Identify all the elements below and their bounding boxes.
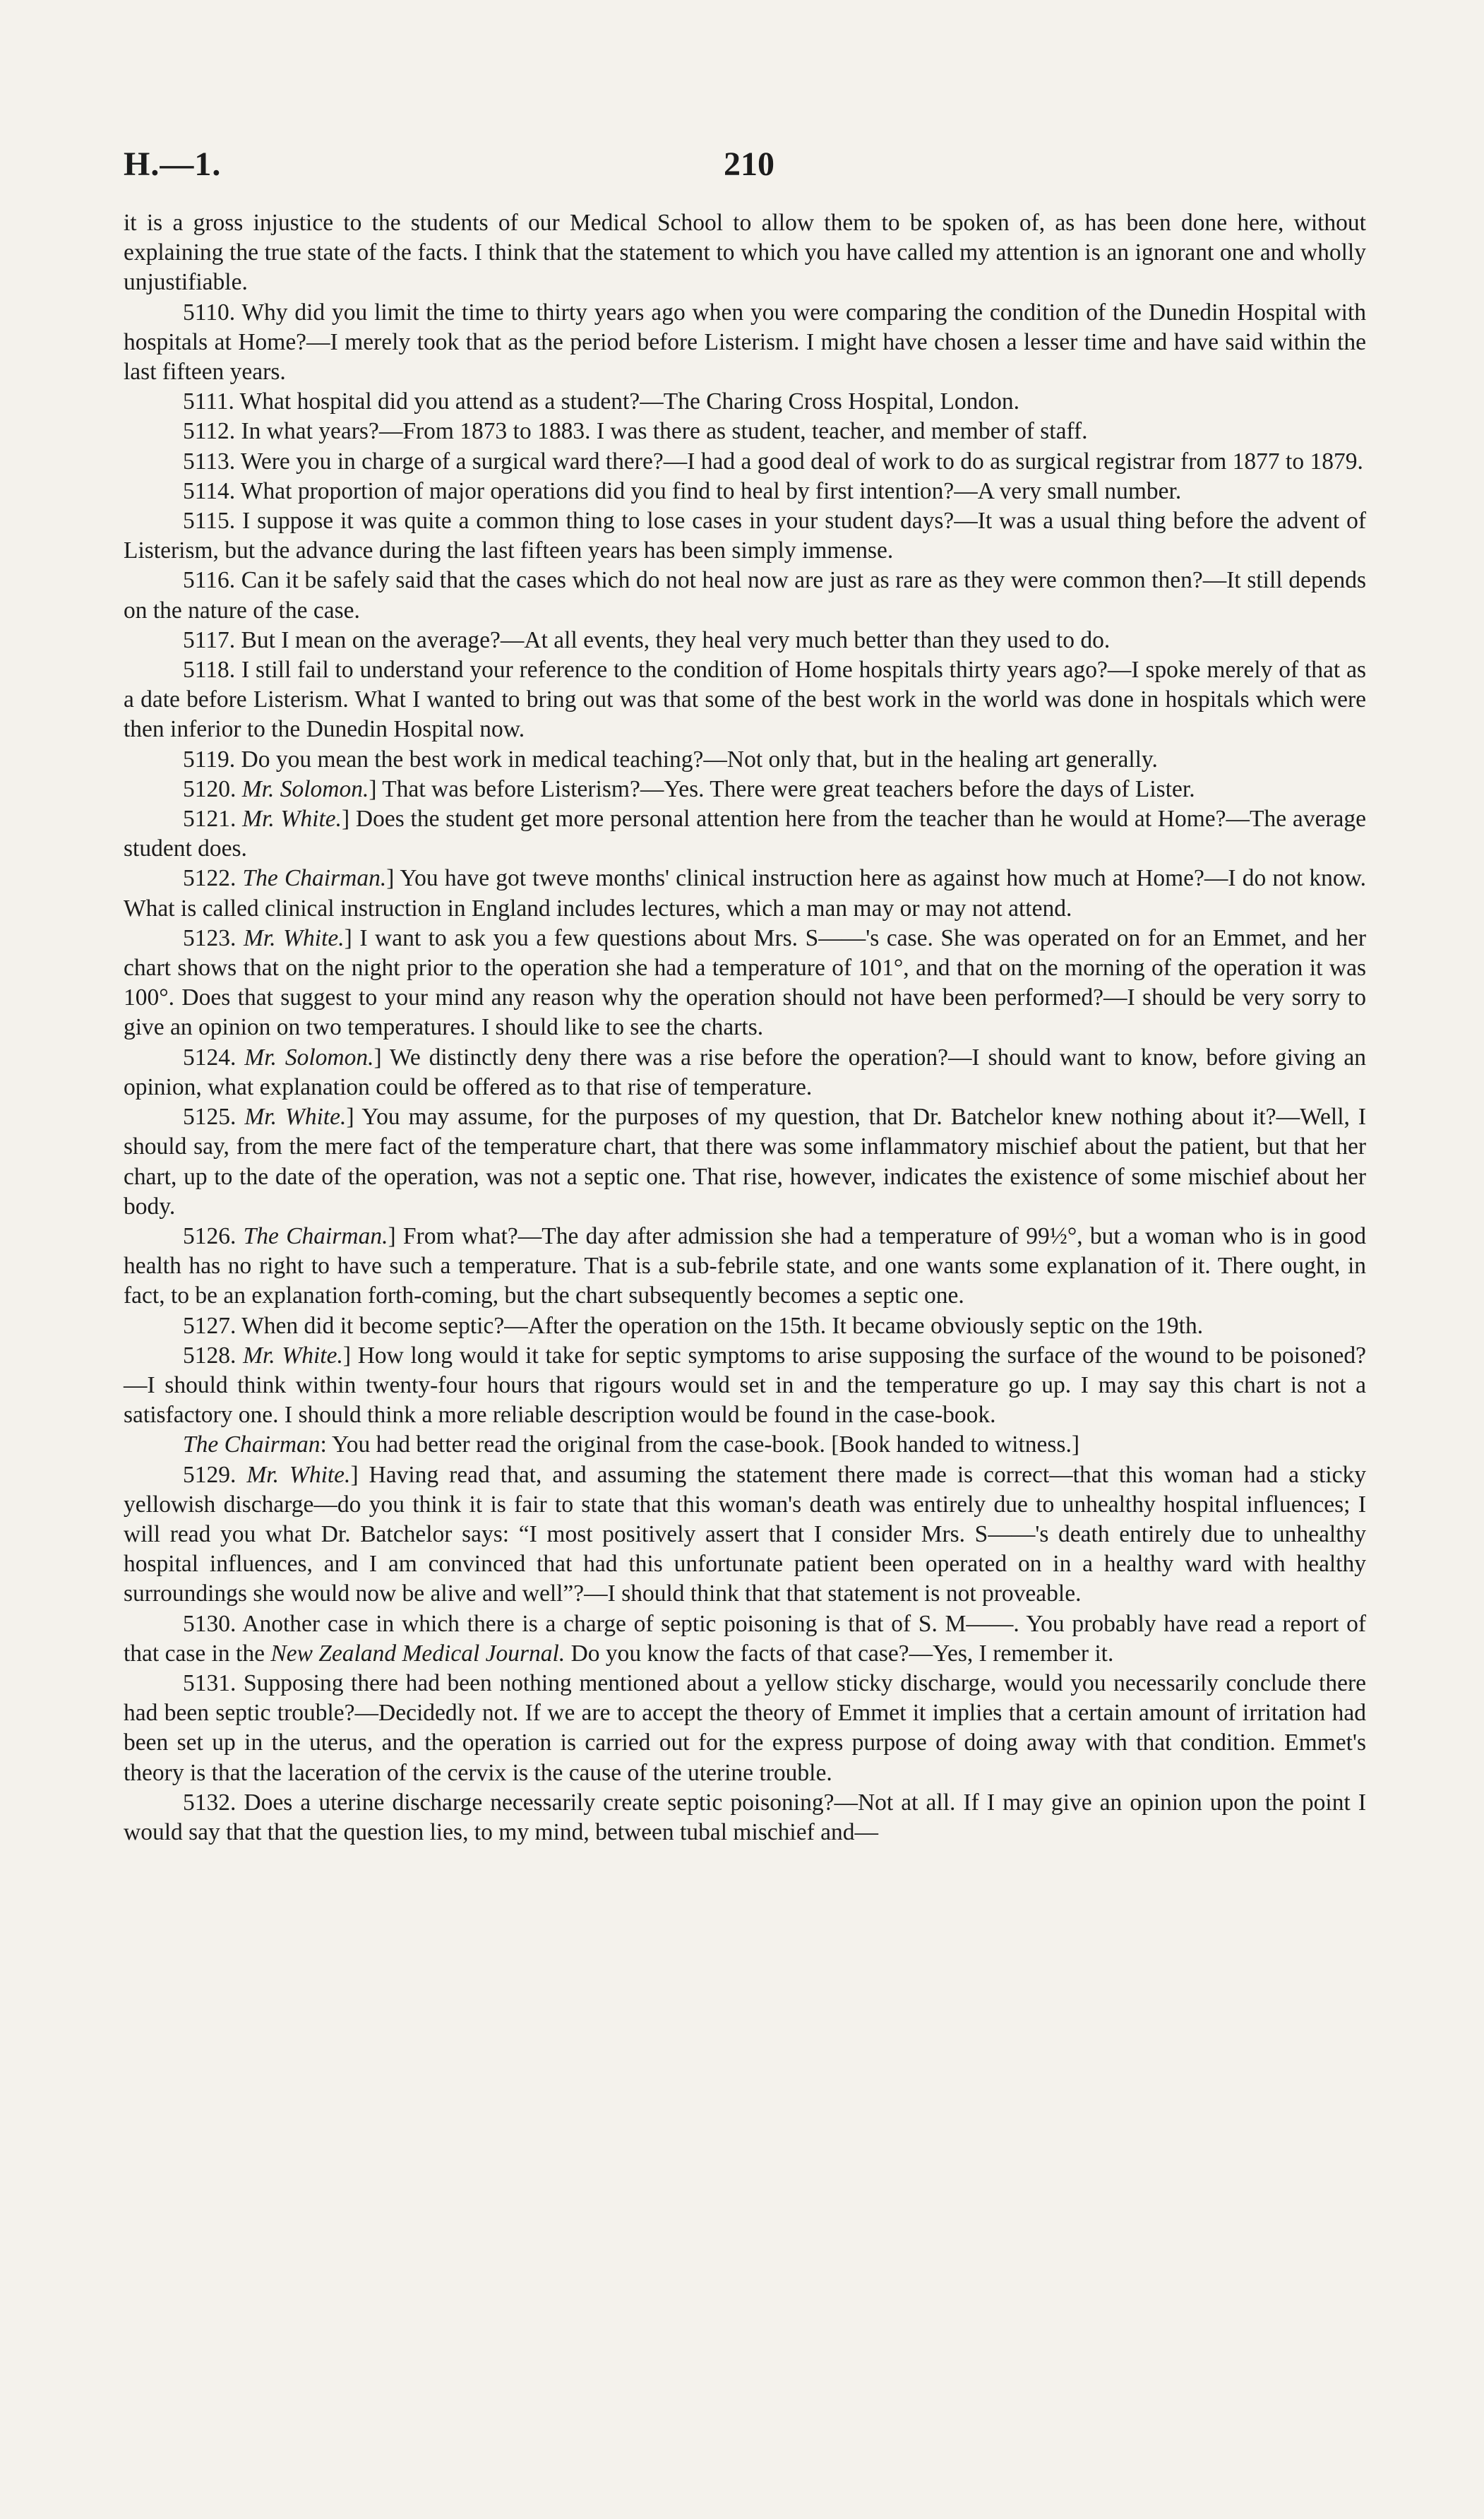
document-code: H.—1. [124,145,222,183]
question-number: 5128. [183,1342,237,1369]
paragraph-5119: 5119. Do you mean the best work in medical teaching?—Not only that, but in the healing art generally. [183,746,1158,773]
paragraph-text: : You had better read the original from the case-book. [Book handed to witness.] [320,1431,1079,1458]
paragraph-text: ] Having read that, and assuming the statement there made is correct—that this woman had a sticky yellowish discharge—do you think it is fair to state that this woman's death was entirely due to unhealthy hospital influences; I will read you what Dr. Batchelor says: “I most positively assert that I consider Mrs. S——'s death entirely due to unhealthy hospital influences, and I am convinced that had this unfortunate patient been operated on in a healthy ward with healthy surroundings she would now be alive and well”?—I should think that that statement is not proveable. [124,1461,1366,1607]
paragraph-5112: 5112. In what years?—From 1873 to 1883. I was there as student, teacher, and member of staff. [183,418,1088,445]
paragraph-5124 [124,1043,1366,1102]
page-header [124,145,1366,208]
speaker: The Chairman [183,1431,321,1458]
paragraph-5110: 5110. Why did you limit the time to thirty years ago when you were comparing the condition of the Dunedin Hospital with hospitals at Home?—I merely took that as the period before Listerism. I might have chosen a lesser time and have said within the last fifteen years. [124,299,1366,386]
paragraph-5113: 5113. Were you in charge of a surgical ward there?—I had a good deal of work to do as surgical registrar from 1877 to 1879. [183,448,1363,475]
speaker: Mr. Solomon. [244,1044,374,1071]
paragraph-text: ] How long would it take for septic symptoms to arise supposing the surface of the wound to be poisoned?—I should think within twenty-four hours that rigours would set in and the temperature go up. I may say this chart is not a satisfactory one. I should think a more reliable description would be found in the case-book. [124,1342,1367,1429]
page-number: 210 [724,145,774,183]
question-number: 5125. [183,1104,237,1131]
paragraph-5125 [124,1102,1366,1222]
question-number: 5129. [183,1461,237,1488]
paragraph-5123 [124,924,1366,1043]
paragraph-5129 [124,1460,1366,1609]
paragraph-5130 [124,1609,1366,1669]
paragraph-text: ] Does the student get more personal attention here from the teacher than he would at Home?—The average student does. [124,806,1367,862]
paragraph-5116: 5116. Can it be safely said that the cases which do not heal now are just as rare as they were common then?—It still depends on the nature of the case. [124,567,1366,624]
question-number: 5123. [183,924,237,951]
paragraph-5121 [124,804,1366,864]
paragraph-5131: 5131. Supposing there had been nothing mentioned about a yellow sticky discharge, would you necessarily conclude there had been septic trouble?—Decidedly not. If we are to accept the theory of Emmet it implies that a certain amount of irritation had been set up in the uterus, and the operation is carried out for the express purpose of doing away with that condition. Emmet's theory is that the laceration of the cervix is the cause of the uterine trouble. [124,1669,1366,1786]
question-number: 5121. [183,806,237,833]
paragraph-5132: 5132. Does a uterine discharge necessarily create septic poisoning?—Not at all. If I may give an opinion upon the point I would say that that the question lies, to my mind, between tubal mischief and— [124,1789,1366,1845]
question-number: 5120. [183,775,237,802]
question-number: 5126. [183,1222,237,1249]
paragraph-5127: 5127. When did it become septic?—After the operation on the 15th. It became obviously septic on the 19th. [183,1312,1204,1339]
paragraph-text: ] You have got tweve months' clinical instruction here as against how much at Home?—I do not know. What is called clinical instruction in England includes lectures, which a man may or may not attend. [124,865,1366,922]
journal-title: New Zealand Medical Journal. [270,1640,566,1667]
paragraph-text: 5130. Another case in which there is a charge of septic poisoning is that of S. M——. You probably have read a report of that case in the [124,1610,1366,1667]
paragraph-5114: 5114. What proportion of major operations did you find to heal by first intention?—A very small number. [183,477,1182,504]
question-number: 5122. [183,865,237,892]
paragraph-text: ] That was before Listerism?—Yes. There were great teachers before the days of Lister. [369,775,1195,802]
paragraph-text: ] We distinctly deny there was a rise before the operation?—I should want to know, before giving an opinion, what explanation could be offered as to that rise of temperature. [124,1044,1366,1100]
paragraph-5128 [124,1341,1366,1431]
paragraph-text: ] I want to ask you a few questions about Mrs. S——'s case. She was operated on for an Emmet, and her chart shows that on the night prior to the operation she had a temperature of 101°, and that on the morning of the operation it was 100°. Does that suggest to your mind any reason why the operation should not have been performed?—I should be very sorry to give an opinion on two temperatures. I should like to see the charts. [124,924,1366,1041]
body-text [124,208,1366,1847]
speaker: Mr. White. [244,1104,347,1131]
paragraph-5111: 5111. What hospital did you attend as a student?—The Charing Cross Hospital, London. [183,388,1020,415]
paragraph-text: ] You may assume, for the purposes of my question, that Dr. Batchelor knew nothing about it?—Well, I should say, from the mere fact of the temperature chart, that there was some inflammatory mischief about the patient, but that her chart, up to the date of the operation, was not a septic one. That rise, however, indicates the existence of some mischief about her body. [124,1104,1367,1220]
speaker: Mr. White. [243,1342,343,1369]
speaker: Mr. Solomon. [241,775,369,802]
speaker: Mr. White. [246,1461,351,1488]
paragraph-5120 [124,775,1366,804]
speaker: Mr. White. [243,924,345,951]
paragraph-5122 [124,864,1366,923]
paragraph-5115: 5115. I suppose it was quite a common thing to lose cases in your student days?—It was a usual thing before the advent of Listerism, but the advance during the last fifteen years has been simply immense. [124,508,1366,564]
paragraph-5117: 5117. But I mean on the average?—At all events, they heal very much better than they used to do. [183,626,1111,653]
paragraph-5126 [124,1222,1366,1311]
speaker: The Chairman. [243,1222,388,1249]
paragraph: it is a gross injustice to the students of our Medical School to allow them to be spoken of, as has been done here, without explaining the true state of the facts. I think that the statement to which you have called my attention is an ignorant one and wholly unjustifiable. [124,210,1366,296]
paragraph-text-tail: Do you know the facts of that case?—Yes, I remember it. [565,1640,1114,1667]
document-page [124,145,1366,1847]
question-number: 5124. [183,1044,237,1071]
paragraph-5118: 5118. I still fail to understand your reference to the condition of Home hospitals thirty years ago?—I spoke merely of that as a date before Listerism. What I wanted to bring out was that some of the best work in the world was done in hospitals which were then inferior to the Dunedin Hospital now. [124,657,1366,743]
speaker: Mr. White. [242,806,342,833]
paragraph-text: ] From what?—The day after admission she had a temperature of 99½°, but a woman who is in good health has no right to have such a temperature. That is a sub-febrile state, and one wants some explanation of it. There ought, in fact, to be an explanation forth-coming, but the chart subsequently becomes a septic one. [124,1222,1367,1309]
paragraph-chairman-remark [124,1430,1366,1460]
speaker: The Chairman. [242,865,387,892]
